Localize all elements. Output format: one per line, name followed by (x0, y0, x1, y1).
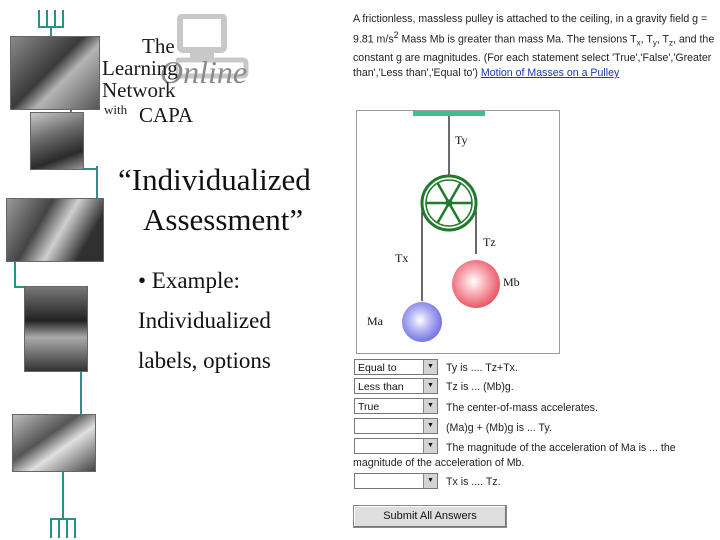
question-5-text: The magnitude of the acceleration of Ma is ... the (446, 442, 676, 454)
dropdown-arrow-icon: ▼ (423, 419, 437, 433)
motion-of-masses-link[interactable]: Motion of Masses on a Pulley (480, 67, 620, 80)
dropdown-arrow-icon: ▼ (423, 360, 437, 374)
bullet-example: • Example: (138, 268, 240, 293)
mass-ma (402, 302, 442, 342)
photo-student-laptop (10, 36, 100, 110)
answer-select-3[interactable]: True ▼ (354, 398, 438, 414)
question-3-text: The center-of-mass accelerates. (446, 402, 598, 414)
answer-select-6[interactable] (354, 473, 438, 489)
question-1-text: Ty is .... Tz+Tx. (446, 362, 518, 374)
label-tx: Tx (395, 251, 409, 265)
pulley-wheel-icon (422, 176, 476, 230)
label-ty: Ty (455, 133, 468, 147)
logo-network: Network (102, 78, 176, 102)
label-ma: Ma (367, 314, 383, 328)
answer-select-1[interactable]: Equal to ▼ (354, 359, 438, 375)
question-6-text: Tx is .... Tz. (446, 476, 501, 488)
label-tz: Tz (483, 235, 496, 249)
problem-statement: A frictionless, massless pulley is attached to the ceiling, in a gravity field g = 9.81 $m/s^2$ Mass Mb is greater than mass Ma. The tensions $T_x$, $T_y$, $T_z$, and the constant g are magnitudes. (For each statement select 'True','False','Greater than','Less than','Equal to') Motion of Masses on a Pulley (353, 13, 715, 80)
answer-select-4[interactable] (354, 418, 438, 434)
question-4-text: (Ma)g + (Mb)g is ... Ty. (446, 422, 552, 434)
logo-online: Online (160, 54, 248, 90)
dropdown-arrow-icon: ▼ (423, 399, 437, 413)
label-mb: Mb (503, 275, 520, 289)
logo-capa: CAPA (139, 103, 194, 127)
submit-all-answers-button[interactable]: Submit All Answers (353, 505, 507, 528)
photo-student-reading (12, 414, 96, 472)
mass-mb (452, 260, 500, 308)
answer-select-5[interactable] (354, 438, 438, 454)
dropdown-arrow-icon: ▼ (423, 474, 437, 488)
logo-with: with (104, 102, 128, 117)
dropdown-arrow-icon: ▼ (423, 439, 437, 453)
bullet-individualized: Individualized (138, 308, 271, 333)
slide-heading-line2: Assessment” (143, 202, 304, 237)
answer-select-2[interactable]: Less than ▼ (354, 378, 438, 394)
bullet-labels-options: labels, options (138, 348, 271, 373)
photo-library (24, 286, 88, 372)
slide-heading-line1: “Individualized (118, 162, 311, 197)
question-2-text: Tz is ... (Mb)g. (446, 381, 514, 393)
photo-woman-computer (30, 112, 84, 170)
logo-learning: Learning (102, 56, 178, 80)
logo-the: The (142, 34, 175, 58)
photo-lecture-hall (6, 198, 104, 262)
pulley-diagram (356, 110, 560, 354)
ceiling-bar (413, 111, 485, 116)
dropdown-arrow-icon: ▼ (423, 379, 437, 393)
question-5-text-cont: magnitude of the acceleration of Mb. (353, 457, 525, 469)
